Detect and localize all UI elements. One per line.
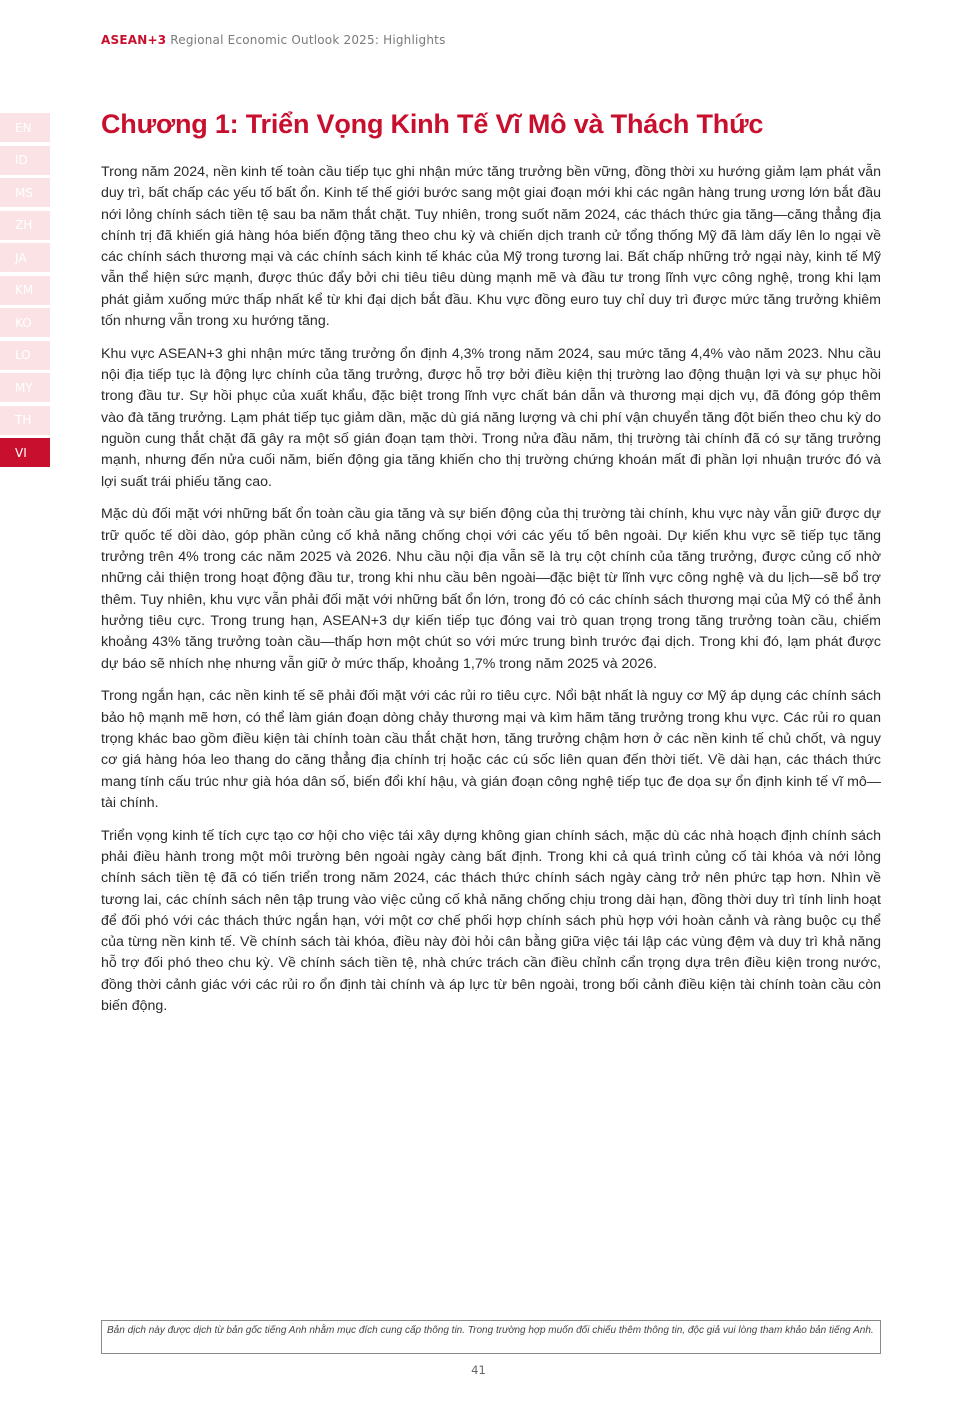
lang-tab-th[interactable]: TH [0,406,50,435]
paragraph: Trong ngắn hạn, các nền kinh tế sẽ phải đối mặt với các rủi ro tiêu cực. Nổi bật nhất là nguy cơ Mỹ áp dụng các chính sách bảo hộ mạnh mẽ hơn, có thể làm gián đoạn dòng chảy thương mại và kìm hãm tăng trưởng trong khu vực. Các rủi ro quan trọng khác bao gồm điều kiện tài chính toàn cầu thắt chặt hơn, tăng trưởng chậm hơn ở các nền kinh tế chủ chốt, và nguy cơ giá hàng hóa leo thang do căng thẳng địa chính trị hoặc các cú sốc liên quan đến thời tiết. Về dài hạn, các thách thức mang tính cấu trúc như già hóa dân số, biến đổi khí hậu, và gián đoạn công nghệ tiếp tục đe dọa sự ổn định kinh tế vĩ mô—tài chính. [101,688,881,811]
chapter-title: Chương 1: Triển Vọng Kinh Tế Vĩ Mô và Thách Thức [101,109,764,139]
translation-note: Bản dịch này được dịch từ bản gốc tiếng Anh nhằm mục đích cung cấp thông tin. Trong trường hợp muốn đối chiếu thêm thông tin, độc giả vui lòng tham khảo bản tiếng Anh. [101,1320,881,1354]
lang-tab-my[interactable]: MY [0,373,50,402]
lang-tab-ja[interactable]: JA [0,243,50,272]
lang-tab-ms[interactable]: MS [0,178,50,207]
lang-tab-ko[interactable]: KO [0,308,50,337]
lang-tab-vi[interactable]: VI [0,438,50,467]
paragraph: Mặc dù đối mặt với những bất ổn toàn cầu gia tăng và sự biến động của thị trường tài chính, khu vực này vẫn giữ được dự trữ quốc tế dồi dào, góp phần củng cố khả năng chống chọi với các yếu tố bên ngoài. Dự kiến khu vực sẽ tiếp tục tăng trưởng trên 4% trong các năm 2025 và 2026. Nhu cầu nội địa vẫn sẽ là trụ cột chính của tăng trưởng, được củng cố nhờ những cải thiện trong hoạt động đầu tư, trong khi nhu cầu bên ngoài—đặc biệt từ lĩnh vực công nghệ và du lịch—sẽ bổ trợ thêm. Tuy nhiên, khu vực vẫn phải đối mặt với những bất ổn lớn, trong đó có các chính sách thương mại của Mỹ có thể ảnh hưởng tiêu cực. Trong trung hạn, ASEAN+3 dự kiến tiếp tục đóng vai trò quan trọng trong tăng trưởng toàn cầu, chiếm khoảng 43% tăng trưởng toàn cầu—thấp hơn một chút so với mức trung bình trước đại dịch. Trong khi đó, lạm phát được dự báo sẽ nhích nhẹ nhưng vẫn giữ ở mức thấp, khoảng 1,7% trong năm 2025 và 2026. [101,506,881,672]
header-brand: ASEAN+3 [101,33,167,47]
lang-tab-lo[interactable]: LO [0,341,50,370]
body-text [101,162,881,1029]
running-header [101,33,446,47]
paragraph: Khu vực ASEAN+3 ghi nhận mức tăng trưởng ổn định 4,3% trong năm 2024, sau mức tăng 4,4% vào năm 2023. Nhu cầu nội địa tiếp tục là động lực chính của tăng trưởng, được hỗ trợ bởi điều kiện thị trường lao động thuận lợi và sự phục hồi trong đầu tư. Sự hồi phục của xuất khẩu, đặc biệt trong lĩnh vực chất bán dẫn và thương mại dịch vụ, đã đóng góp thêm vào đà tăng trưởng. Lạm phát tiếp tục giảm dần, mặc dù giá năng lượng và chi phí vận chuyển tăng đột biến theo chu kỳ do nguồn cung thắt chặt đã gây ra một số gián đoạn tạm thời. Trong nửa đầu năm, thị trường tài chính đã có sự tăng trưởng mạnh, nhưng đến nửa cuối năm, biến động gia tăng khiến cho thị trường chứng khoán mất đi phần lợi nhuận trước đó và lợi suất trái phiếu tăng cao. [101,345,881,490]
paragraph: Triển vọng kinh tế tích cực tạo cơ hội cho việc tái xây dựng không gian chính sách, mặc dù các nhà hoạch định chính sách phải điều hành trong một môi trường bên ngoài ngày càng bất định. Trong khi cả quá trình củng cố tài khóa và nới lỏng chính sách tiền tệ đã có tiến triển trong năm 2024, các thách thức chính sách ngày càng trở nên phức tạp hơn. Nhìn về tương lai, các chính sách nên tập trung vào việc củng cố khả năng chống chịu trong dài hạn, đồng thời duy trì tính linh hoạt để đối phó với các thách thức ngắn hạn, với một cơ chế phối hợp chính sách phù hợp với hoàn cảnh và ràng buộc cụ thể của từng nền kinh tế. Về chính sách tài khóa, điều này đòi hỏi cân bằng giữa việc tái lập các vùng đệm và duy trì khả năng hỗ trợ đối phó theo chu kỳ. Về chính sách tiền tệ, nhà chức trách cần điều chỉnh cẩn trọng dựa trên điều kiện trong nước, đồng thời cảnh giác với các rủi ro ổn định tài chính và áp lực từ bên ngoài, trong bối cảnh điều kiện tài chính toàn cầu còn biến động. [101,827,881,1014]
lang-tab-en[interactable]: EN [0,113,50,142]
lang-tab-id[interactable]: ID [0,146,50,175]
lang-tab-km[interactable]: KM [0,276,50,305]
lang-tab-zh[interactable]: ZH [0,211,50,240]
page-number: 41 [471,1363,486,1377]
paragraph: Trong năm 2024, nền kinh tế toàn cầu tiếp tục ghi nhận mức tăng trưởng bền vững, đồng thời xu hướng giảm lạm phát vẫn duy trì, bất chấp các yếu tố bất ổn. Kinh tế thế giới bước sang một giai đoạn mới khi các ngân hàng trung ương lớn bắt đầu nới lỏng chính sách tiền tệ sau ba năm thắt chặt. Tuy nhiên, trong suốt năm 2024, các thách thức gia tăng—căng thẳng địa chính trị đã khiến giá hàng hóa biến động tăng theo chu kỳ và chiến dịch tranh cử tổng thống Mỹ đã làm dấy lên lo ngại về các chính sách thương mại và các chính sách kinh tế khác của Mỹ trong tương lai. Bất chấp những trở ngại này, kinh tế Mỹ vẫn thể hiện sức mạnh, được thúc đẩy bởi chi tiêu tiêu dùng mạnh mẽ và đầu tư trong lĩnh vực công nghệ, trong khi lạm phát giảm xuống mức thấp nhất kể từ khi đại dịch bắt đầu. Khu vực đồng euro tuy chỉ duy trì được mức tăng trưởng khiêm tốn nhưng vẫn trong xu hướng tăng. [101,164,881,330]
language-tabs [0,113,50,471]
header-title: Regional Economic Outlook 2025: Highlights [170,33,446,47]
